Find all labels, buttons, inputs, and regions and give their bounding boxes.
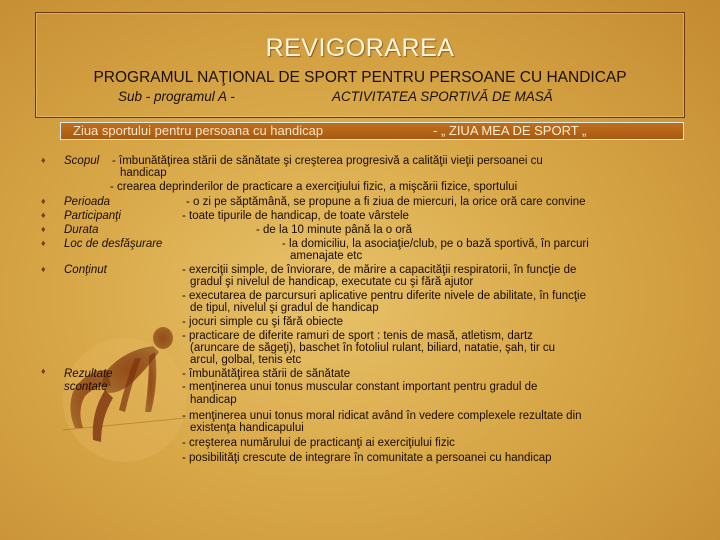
rezultate-label-1: Rezultate bbox=[64, 368, 113, 380]
loc-text-2: amenajate etc bbox=[290, 250, 363, 262]
continut-label: Conţinut bbox=[64, 264, 107, 276]
loc-label: Loc de desfăşurare bbox=[64, 238, 163, 250]
durata-text: - de la 10 minute până la o oră bbox=[256, 224, 412, 236]
scop-line-1: - îmbunătăţirea stării de sănătate şi creşterea progresivă a calităţii vieţii persoanei cu bbox=[112, 155, 543, 167]
perioada-label: Perioada bbox=[64, 196, 111, 208]
participanti-text: - toate tipurile de handicap, de toate vârstele bbox=[182, 210, 409, 222]
participanti-label: Participanţi bbox=[64, 210, 121, 222]
rezultate-line: existenţa handicapului bbox=[190, 422, 304, 434]
perioada-text: - o zi pe săptămână, se propune a fi ziua de miercuri, la orice oră care convine bbox=[186, 196, 586, 208]
bullet-icon: ♦ bbox=[41, 264, 46, 274]
slide-subtitle: PROGRAMUL NAŢIONAL DE SPORT PENTRU PERSOANE CU HANDICAP bbox=[93, 69, 627, 86]
rezultate-line: - creşterea numărului de practicanţi ai exerciţiului fizic bbox=[182, 437, 455, 449]
bullet-icon: ♦ bbox=[41, 238, 46, 248]
bullet-icon: ♦ bbox=[41, 210, 46, 220]
durata-label: Durata bbox=[64, 224, 99, 236]
continut-line: (aruncare de săgeţi), baschet în fotoliul rulant, biliard, natatie, şah, tir cu bbox=[190, 342, 556, 354]
bullet-icon: ♦ bbox=[41, 155, 46, 165]
subprogram-label: Sub - programul A - bbox=[118, 89, 235, 104]
continut-line: arcul, golbal, tenis etc bbox=[190, 354, 302, 366]
bullet-icon: ♦ bbox=[41, 224, 46, 234]
continut-line: gradul şi nivelul de handicap, executate cu şi fără ajutor bbox=[190, 276, 474, 288]
rezultate-line: handicap bbox=[190, 394, 237, 406]
day-banner-right: - „ ZIUA MEA DE SPORT „ bbox=[433, 123, 587, 138]
scop-line-3: - crearea deprinderilor de practicare a exerciţiului fizic, a mişcării fizice, sportului bbox=[110, 181, 518, 193]
bullet-icon: ♦ bbox=[41, 366, 46, 376]
scop-label: Scopul bbox=[64, 155, 100, 167]
loc-text-1: - la domiciliu, la asociaţie/club, pe o bază sportivă, în parcuri bbox=[282, 238, 589, 250]
rezultate-line: - îmbunătăţirea stării de sănătate bbox=[182, 368, 351, 380]
rezultate-line: - menţinerea unui tonus moral ridicat având în vedere complexele rezultate din bbox=[182, 410, 582, 422]
bullet-icon: ♦ bbox=[41, 196, 46, 206]
day-banner bbox=[60, 122, 684, 140]
continut-line: - jocuri simple cu şi fără obiecte bbox=[182, 316, 344, 328]
slide-title: REVIGORAREA bbox=[265, 34, 455, 62]
continut-line: - exerciţii simple, de înviorare, de mărire a capacităţii respiratorii, în funcţie de bbox=[182, 264, 577, 276]
continut-line: - executarea de parcursuri aplicative pentru diferite nivele de abilitate, în funcţie bbox=[182, 290, 587, 302]
continut-line: de tipul, nivelul şi gradul de handicap bbox=[190, 302, 379, 314]
subprogram-name: ACTIVITATEA SPORTIVĂ DE MASĂ bbox=[332, 89, 553, 104]
rezultate-label-2: scontate bbox=[64, 381, 108, 393]
scop-line-2: handicap bbox=[120, 167, 167, 179]
rezultate-line: - menţinerea unui tonus muscular constant important pentru gradul de bbox=[182, 381, 538, 393]
day-banner-left: Ziua sportului pentru persoana cu handicap bbox=[73, 123, 324, 138]
continut-line: - practicare de diferite ramuri de sport : tenis de masă, atletism, dartz bbox=[182, 330, 533, 342]
rezultate-line: - posibilităţi crescute de integrare în comunitate a persoanei cu handicap bbox=[182, 452, 552, 464]
